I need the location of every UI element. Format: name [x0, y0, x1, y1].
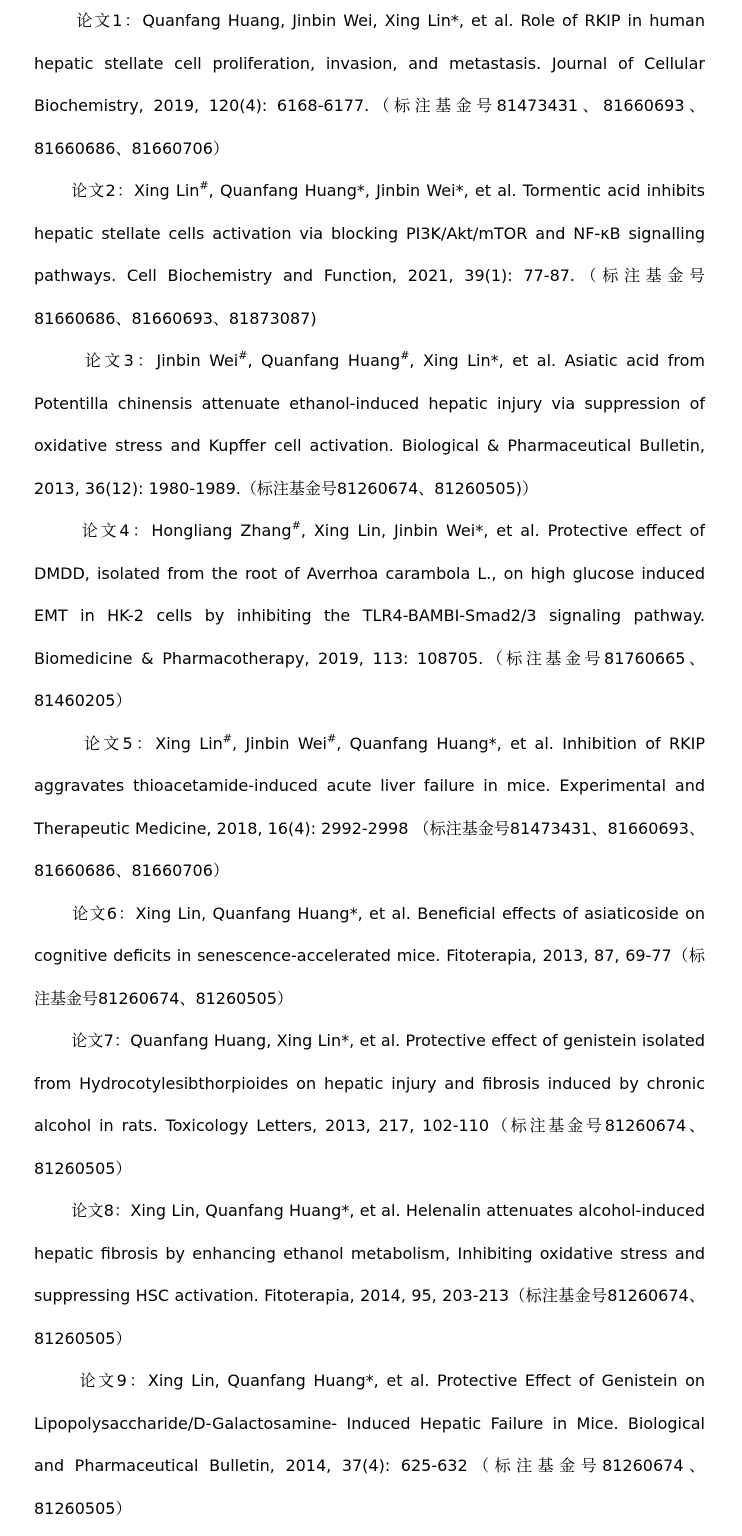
- paper-first-author: Xing Lin: [134, 181, 200, 200]
- paper-citation: Xing Lin, Quanfang Huang*, et al. Helenalin attenuates alcohol-induced hepatic fibrosis by enhancing ethanol metabolism, Inhibiting oxidative stress and suppressing HSC activation. Fitoterapia, 2014, 95, 203-213（标注基金号81260674、81260505）: [34, 1201, 711, 1348]
- paper-indent: [34, 1371, 80, 1390]
- paper-indent: [34, 1201, 71, 1220]
- paper-indent: [34, 904, 72, 923]
- paper-citation: Xing Lin, Quanfang Huang*, et al. Protective Effect of Genistein on Lipopolysaccharide/D-Galactosamine- Induced Hepatic Failure in Mice. Biological and Pharmaceutical Bulletin, 2014, 37(4): 625-632（标注基金号81260674、81260505）: [34, 1371, 711, 1518]
- paper-label: 论文8：: [71, 1201, 131, 1220]
- paper-citation: Quanfang Huang, Jinbin Wei, Xing Lin*, et al. Role of RKIP in human hepatic stellate cell proliferation, invasion, and metastasis. Journal of Cellular Biochemistry, 2019, 120(4): 6168-6177.（标注基金号81473431、81660693、81660686、81660706）: [34, 11, 711, 158]
- co-first-author-mark: #: [400, 349, 410, 362]
- publication-list: [34, 0, 711, 1530]
- co-first-author-mark: #: [222, 731, 233, 745]
- co-first-author-mark: #: [199, 179, 209, 192]
- paper-entry-8: [34, 1190, 711, 1360]
- paper-label: 论文7：: [71, 1031, 131, 1050]
- paper-entry-5: [34, 723, 711, 893]
- paper-label: 论文4：: [81, 521, 152, 540]
- paper-first-author: Hongliang Zhang: [151, 521, 292, 540]
- paper-label: 论文9：: [79, 1371, 148, 1390]
- paper-citation: , Xing Lin*, et al. Asiatic acid from Potentilla chinensis attenuate ethanol-induced hepatic injury via suppression of oxidative stress and Kupffer cell activation. Biological & Pharmaceutical Bulletin, 2013, 36(12): 1980-1989.（标注基金号81260674、81260505)）: [34, 351, 711, 498]
- paper-entry-7: [34, 1020, 711, 1190]
- co-first-author-mark: #: [291, 519, 301, 532]
- paper-indent: [34, 181, 71, 200]
- paper-label: 论文1：: [76, 11, 143, 30]
- paper-label: 论文2：: [71, 181, 134, 200]
- paper-citation: Xing Lin, Quanfang Huang*, et al. Beneficial effects of asiaticoside on cognitive deficits in senescence-accelerated mice. Fitoterapia, 2013, 87, 69-77（标注基金号81260674、81260505）: [34, 903, 711, 1008]
- paper-indent: [34, 734, 84, 753]
- paper-citation: , Quanfang Huang*, Jinbin Wei*, et al. Tormentic acid inhibits hepatic stellate cells activation via blocking PI3K/Akt/mTOR and NF-κB signalling pathways. Cell Biochemistry and Function, 2021, 39(1): 77-87.（标注基金号81660686、81660693、81873087): [34, 181, 711, 328]
- paper-citation: , Quanfang Huang*, et al. Inhibition of RKIP aggravates thioacetamide-induced acute liver failure in mice. Experimental and Therapeutic Medicine, 2018, 16(4): 2992-2998 （标注基金号81473431、81660693、81660686、81660706）: [34, 733, 711, 880]
- paper-entry-2: [34, 170, 711, 340]
- paper-label: 论文6：: [72, 903, 136, 923]
- paper-entry-4: [34, 510, 711, 723]
- paper-indent: [34, 351, 85, 370]
- paper-entry-1: [34, 0, 711, 170]
- paper-citation: Quanfang Huang, Xing Lin*, et al. Protective effect of genistein isolated from Hydrocotylesibthorpioides on hepatic injury and fibrosis induced by chronic alcohol in rats. Toxicology Letters, 2013, 217, 102-110（标注基金号81260674、81260505）: [34, 1031, 711, 1178]
- paper-first-author: Xing Lin: [155, 733, 223, 753]
- paper-label: 论文3：: [84, 351, 157, 370]
- paper-entry-9: [34, 1360, 711, 1530]
- paper-indent: [34, 521, 82, 540]
- paper-first-author: Jinbin Wei: [156, 351, 239, 370]
- paper-entry-6: [34, 893, 711, 1021]
- paper-entry-3: [34, 340, 711, 510]
- co-first-author-mark: #: [238, 349, 248, 362]
- paper-label: 论文5：: [84, 733, 156, 753]
- paper-indent: [34, 1031, 71, 1050]
- paper-indent: [34, 11, 76, 30]
- co-first-author-mark: #: [327, 731, 337, 745]
- paper-second-author: , Quanfang Huang: [247, 351, 401, 370]
- paper-second-author: , Jinbin Wei: [232, 733, 327, 753]
- paper-citation: , Xing Lin, Jinbin Wei*, et al. Protective effect of DMDD, isolated from the root of Averrhoa carambola L., on high glucose induced EMT in HK-2 cells by inhibiting the TLR4-BAMBI-Smad2/3 signaling pathway. Biomedicine & Pharmacotherapy, 2019, 113: 108705.（标注基金号81760665、81460205）: [34, 521, 711, 710]
